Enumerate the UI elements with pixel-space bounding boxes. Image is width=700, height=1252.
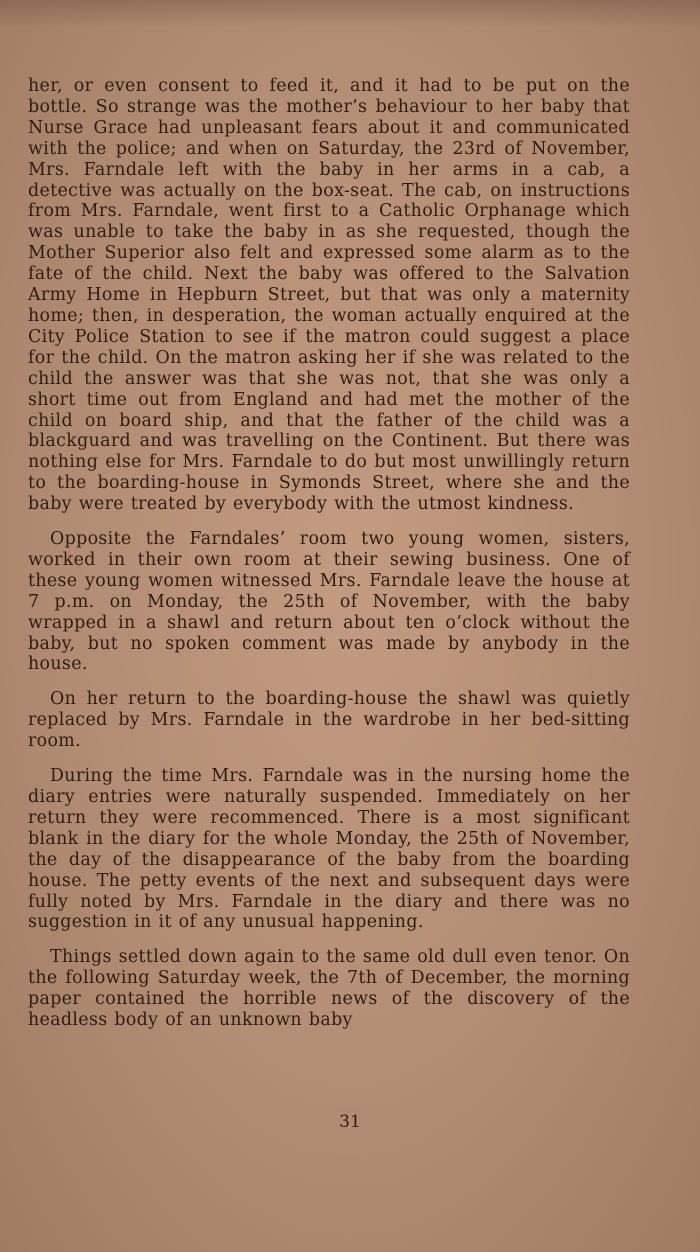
- paragraph-5: Things settled down again to the same old dull even tenor. On the following Saturday week, the 7th of December, the morning paper contained the horrible news of the discovery of the headless body of an unknown baby: [28, 947, 630, 1031]
- paragraph-3: On her return to the boarding-house the shawl was quietly replaced by Mrs. Farndale in the wardrobe in her bed-sitting room.: [28, 689, 630, 752]
- page-top-edge: [0, 0, 700, 28]
- paragraph-2: Opposite the Farndales’ room two young women, sisters, worked in their own room at their sewing business. One of these young women witnessed Mrs. Farndale leave the house at 7 p.m. on Monday, the 25th of November, with the baby wrapped in a shawl and return about ten o’clock without the baby, but no spoken comment was made by anybody in the house.: [28, 529, 630, 675]
- body-text: [28, 76, 630, 1031]
- page-number: 31: [339, 1112, 361, 1132]
- paragraph-1: her, or even consent to feed it, and it had to be put on the bottle. So strange was the mother’s behaviour to her baby that Nurse Grace had unpleasant fears about it and communicated with the police; and when on Saturday, the 23rd of November, Mrs. Farndale left with the baby in her arms in a cab, a detective was actually on the box-seat. The cab, on instructions from Mrs. Farndale, went first to a Catholic Orphanage which was unable to take the baby in as she requested, though the Mother Superior also felt and expressed some alarm as to the fate of the child. Next the baby was offered to the Salvation Army Home in Hepburn Street, but that was only a maternity home; then, in desperation, the woman actually enquired at the City Police Station to see if the matron could suggest a place for the child. On the matron asking her if she was related to the child the answer was that she was not, that she was only a short time out from England and had met the mother of the child on board ship, and that the father of the child was a blackguard and was travelling on the Continent. But there was nothing else for Mrs. Farndale to do but most unwillingly return to the boarding-house in Symonds Street, where she and the baby were treated by everybody with the utmost kindness.: [28, 76, 630, 515]
- paragraph-4: During the time Mrs. Farndale was in the nursing home the diary entries were naturally suspended. Immediately on her return they were recommenced. There is a most significant blank in the diary for the whole Monday, the 25th of November, the day of the disappearance of the baby from the boarding house. The petty events of the next and subsequent days were fully noted by Mrs. Farndale in the diary and there was no suggestion in it of any unusual happening.: [28, 766, 630, 933]
